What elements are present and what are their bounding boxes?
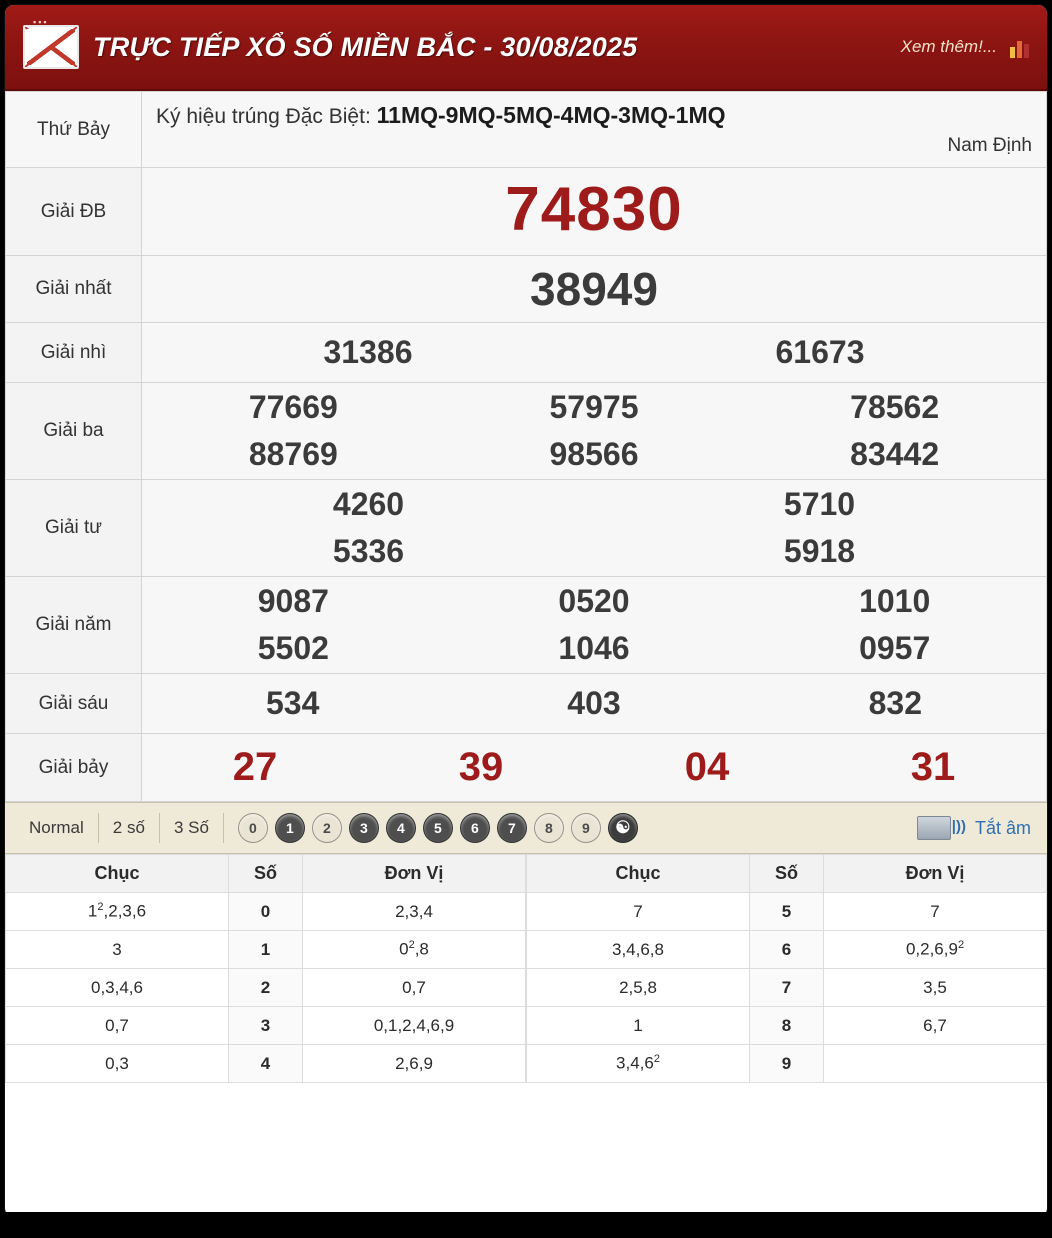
yin-yang-icon[interactable]: ☯ bbox=[608, 813, 638, 843]
col-header-chuc: Chục bbox=[527, 855, 750, 893]
cell-so: 9 bbox=[750, 1045, 824, 1083]
sound-controls bbox=[917, 816, 1037, 840]
prize-row-1 bbox=[6, 256, 1047, 323]
col-header-donvi: Đơn Vị bbox=[303, 855, 526, 893]
prize-number: 61673 bbox=[775, 334, 865, 370]
page-title: TRỰC TIẾP XỔ SỐ MIỀN BẮC - 30/08/2025 bbox=[93, 31, 638, 62]
digit-ball-group bbox=[238, 813, 638, 843]
cell-chuc: 3 bbox=[6, 931, 229, 969]
cell-donvi: 2,3,4 bbox=[303, 893, 526, 931]
digit-ball-2[interactable]: 2 bbox=[312, 813, 342, 843]
filter-three-digit-button[interactable]: 3 Số bbox=[160, 813, 224, 843]
table-row bbox=[527, 893, 1047, 931]
cell-so: 2 bbox=[229, 969, 303, 1007]
digit-ball-7[interactable]: 7 bbox=[497, 813, 527, 843]
prize-number: 31 bbox=[910, 745, 956, 789]
cell-chuc: 3,4,6,8 bbox=[527, 931, 750, 969]
digit-ball-0[interactable]: 0 bbox=[238, 813, 268, 843]
cell-chuc: 3,4,6$^2$ bbox=[527, 1045, 750, 1083]
prize-number: 31386 bbox=[323, 334, 413, 370]
prize-number: 5336 bbox=[332, 533, 405, 569]
prize-label-6: Giải sáu bbox=[6, 674, 142, 734]
prize-value-5 bbox=[142, 577, 1047, 674]
cell-donvi: 6,7 bbox=[824, 1007, 1047, 1045]
results-table bbox=[5, 91, 1047, 802]
cell-donvi bbox=[824, 1045, 1047, 1083]
cell-chuc: 0,7 bbox=[6, 1007, 229, 1045]
stats-header-row bbox=[6, 855, 526, 893]
col-header-donvi: Đơn Vị bbox=[824, 855, 1047, 893]
prize-row-7 bbox=[6, 734, 1047, 802]
prize-number: 534 bbox=[265, 685, 320, 721]
cell-chuc: 7 bbox=[527, 893, 750, 931]
prize-number: 77669 bbox=[248, 389, 338, 425]
prize-number: 832 bbox=[868, 685, 923, 721]
cell-chuc: 2,5,8 bbox=[527, 969, 750, 1007]
cell-donvi: 3,5 bbox=[824, 969, 1047, 1007]
prize-value-2 bbox=[142, 323, 1047, 383]
prize-number: 04 bbox=[684, 745, 730, 789]
prize-value-1: 38949 bbox=[142, 256, 1047, 323]
prize-value-4 bbox=[142, 480, 1047, 577]
prize-number: 98566 bbox=[549, 436, 639, 472]
cell-so: 8 bbox=[750, 1007, 824, 1045]
prize-number: 88769 bbox=[248, 436, 338, 472]
prize-number: 1010 bbox=[859, 583, 931, 619]
prize-number: 83442 bbox=[850, 436, 940, 472]
table-row bbox=[6, 893, 526, 931]
cell-so: 7 bbox=[750, 969, 824, 1007]
prize-label-2: Giải nhì bbox=[6, 323, 142, 383]
table-row bbox=[527, 969, 1047, 1007]
table-row bbox=[6, 1045, 526, 1083]
symbol-label: Ký hiệu trúng Đặc Biệt: bbox=[156, 105, 371, 128]
symbol-row bbox=[6, 92, 1047, 168]
table-row bbox=[6, 969, 526, 1007]
prize-number: 0957 bbox=[859, 630, 931, 666]
toolbar bbox=[5, 802, 1047, 854]
col-header-so: Số bbox=[229, 855, 303, 893]
table-row bbox=[527, 931, 1047, 969]
filter-two-digit-button[interactable]: 2 số bbox=[99, 813, 160, 843]
prize-value-db: 74830 bbox=[142, 168, 1047, 256]
prize-value-7 bbox=[142, 734, 1047, 802]
cell-so: 5 bbox=[750, 893, 824, 931]
speaker-icon[interactable] bbox=[917, 816, 951, 840]
prize-row-db bbox=[6, 168, 1047, 256]
prize-number: 0520 bbox=[558, 583, 630, 619]
cell-donvi: 0,2,6,9$^2$ bbox=[824, 931, 1047, 969]
prize-number: 39 bbox=[458, 745, 504, 789]
cell-donvi: 7 bbox=[824, 893, 1047, 931]
col-header-chuc: Chục bbox=[6, 855, 229, 893]
province-label: Nam Định bbox=[947, 135, 1032, 156]
digit-ball-5[interactable]: 5 bbox=[423, 813, 453, 843]
prize-label-4: Giải tư bbox=[6, 480, 142, 577]
digit-ball-6[interactable]: 6 bbox=[460, 813, 490, 843]
cell-donvi: 0,1,2,4,6,9 bbox=[303, 1007, 526, 1045]
prize-number: 9087 bbox=[257, 583, 329, 619]
stats-section bbox=[5, 854, 1047, 1083]
digit-ball-8[interactable]: 8 bbox=[534, 813, 564, 843]
prize-label-3: Giải ba bbox=[6, 383, 142, 480]
prize-label-1: Giải nhất bbox=[6, 256, 142, 323]
symbol-cell bbox=[142, 92, 1047, 168]
prize-row-6 bbox=[6, 674, 1047, 734]
table-row bbox=[6, 1007, 526, 1045]
table-row bbox=[527, 1045, 1047, 1083]
window-bottom-edge bbox=[0, 1212, 1052, 1238]
prize-number: 5710 bbox=[783, 486, 856, 522]
header-bar bbox=[5, 5, 1047, 91]
cell-chuc: $1^2,2,3,6$ bbox=[6, 893, 229, 931]
prize-label-5: Giải năm bbox=[6, 577, 142, 674]
cell-donvi: $0^2,8$ bbox=[303, 931, 526, 969]
cell-so: 3 bbox=[229, 1007, 303, 1045]
prize-number: 1046 bbox=[558, 630, 630, 666]
table-row bbox=[527, 1007, 1047, 1045]
mute-button[interactable]: Tắt âm bbox=[974, 817, 1031, 838]
cell-so: 4 bbox=[229, 1045, 303, 1083]
prize-number: 27 bbox=[232, 745, 278, 789]
cell-donvi: 2,6,9 bbox=[303, 1045, 526, 1083]
prize-number: 57975 bbox=[549, 389, 639, 425]
prize-number: 78562 bbox=[850, 389, 940, 425]
see-more-link[interactable]: Xem thêm!... bbox=[900, 37, 997, 56]
prize-value-6 bbox=[142, 674, 1047, 734]
digit-ball-1[interactable]: 1 bbox=[275, 813, 305, 843]
digit-ball-3[interactable]: 3 bbox=[349, 813, 379, 843]
lottery-window bbox=[4, 4, 1048, 1218]
prize-label-7: Giải bảy bbox=[6, 734, 142, 802]
header-actions bbox=[901, 34, 1033, 60]
stats-table-left bbox=[5, 854, 526, 1083]
prize-value-3 bbox=[142, 383, 1047, 480]
symbol-line bbox=[156, 102, 1032, 129]
cell-chuc: 0,3 bbox=[6, 1045, 229, 1083]
table-row bbox=[6, 931, 526, 969]
stats-table-right bbox=[526, 854, 1047, 1083]
prize-number: 5502 bbox=[257, 630, 329, 666]
prize-number: 5918 bbox=[783, 533, 856, 569]
digit-ball-4[interactable]: 4 bbox=[386, 813, 416, 843]
prize-number: 4260 bbox=[332, 486, 405, 522]
cell-so: 6 bbox=[750, 931, 824, 969]
digit-ball-9[interactable]: 9 bbox=[571, 813, 601, 843]
col-header-so: Số bbox=[750, 855, 824, 893]
mode-normal-button[interactable]: Normal bbox=[15, 813, 99, 843]
cell-chuc: 0,3,4,6 bbox=[6, 969, 229, 1007]
mail-icon: ▪▪▪ bbox=[23, 25, 79, 69]
prize-row-3 bbox=[6, 383, 1047, 480]
prize-row-4 bbox=[6, 480, 1047, 577]
cell-so: 1 bbox=[229, 931, 303, 969]
bar-chart-icon[interactable] bbox=[1007, 34, 1033, 60]
weekday-label: Thứ Bảy bbox=[6, 92, 142, 168]
prize-number: 403 bbox=[567, 685, 621, 721]
cell-so: 0 bbox=[229, 893, 303, 931]
prize-row-5 bbox=[6, 577, 1047, 674]
cell-chuc: 1 bbox=[527, 1007, 750, 1045]
symbol-value: 11MQ-9MQ-5MQ-4MQ-3MQ-1MQ bbox=[376, 102, 726, 128]
cell-donvi: 0,7 bbox=[303, 969, 526, 1007]
prize-label-db: Giải ĐB bbox=[6, 168, 142, 256]
stats-header-row bbox=[527, 855, 1047, 893]
prize-row-2 bbox=[6, 323, 1047, 383]
